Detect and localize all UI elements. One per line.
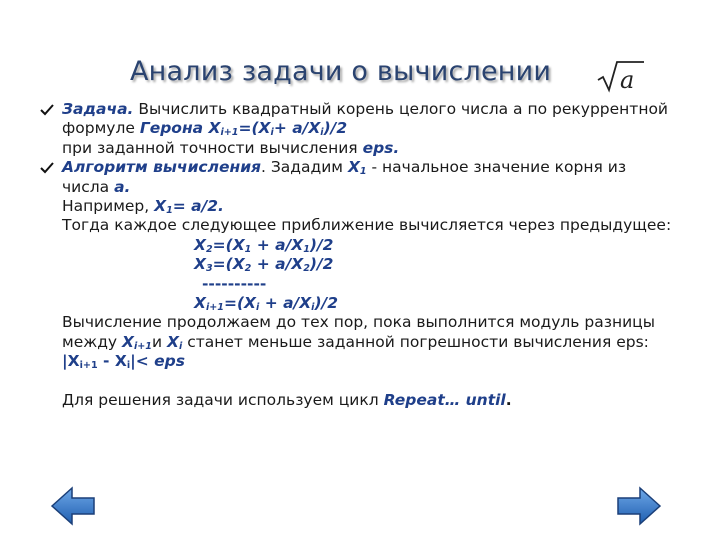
final-line: Для решения задачи используем цикл Repeat… until. <box>62 390 512 409</box>
then-line: Тогда каждое следующее приближение вычисляется через предыдущее: <box>62 216 672 235</box>
square-root-icon <box>596 58 646 94</box>
formula-dashes: ---------- <box>202 274 267 293</box>
task-line-2: формуле Герона $X_{i+1}=(X_i+ a/X_i)/2$ <box>62 119 348 139</box>
algorithm-label: Алгоритм вычисления <box>62 158 262 177</box>
slide-title: Анализ задачи о вычислении <box>130 56 552 87</box>
task-line-1: Задача. Вычислить квадратный корень целого числа a по рекуррентной <box>62 100 669 118</box>
task-label: Задача. <box>62 100 134 118</box>
formula-xi1: $X_{i+1}=(X_i + a/X_i)/2$ <box>194 294 338 313</box>
task-line-3: при заданной точности вычисления eps. <box>62 138 400 157</box>
next-arrow-button[interactable] <box>616 486 662 526</box>
prev-arrow-button[interactable] <box>50 486 96 526</box>
formula-x3: $X_3=(X_2 + a/X_2)/2$ <box>194 255 334 275</box>
svg-text:a: a <box>620 66 635 94</box>
algorithm-line-2: числа a. <box>62 177 131 196</box>
checkmark-bullet-icon <box>40 162 54 174</box>
loop-keyword: Repeat… until <box>383 390 506 409</box>
formula-x2: $X_2=(X_1 + a/X_1)/2$ <box>194 235 334 255</box>
task-paragraph <box>40 100 700 158</box>
continue-line-2: между $X_{i+1}и$ $X_i$ станет меньше заданной погрешности вычисления eps: <box>62 332 649 352</box>
algorithm-paragraph <box>40 158 700 410</box>
continue-line-1: Вычисление продолжаем до тех пор, пока выполнится модуль разницы <box>62 313 655 332</box>
checkmark-bullet-icon <box>40 104 54 116</box>
heron-formula: $X_{i+1}=(X_i+ a/X_i)/2$ <box>208 119 348 139</box>
example-line: Например, $X_1= a/2$. <box>62 197 224 216</box>
slide-content <box>40 100 700 410</box>
algorithm-line-1: Алгоритм вычисления. Зададим $X_1$ - начальное значение корня из <box>62 158 627 178</box>
stop-condition: $|X_{i+1} - X_i|<$ eps <box>62 352 186 372</box>
